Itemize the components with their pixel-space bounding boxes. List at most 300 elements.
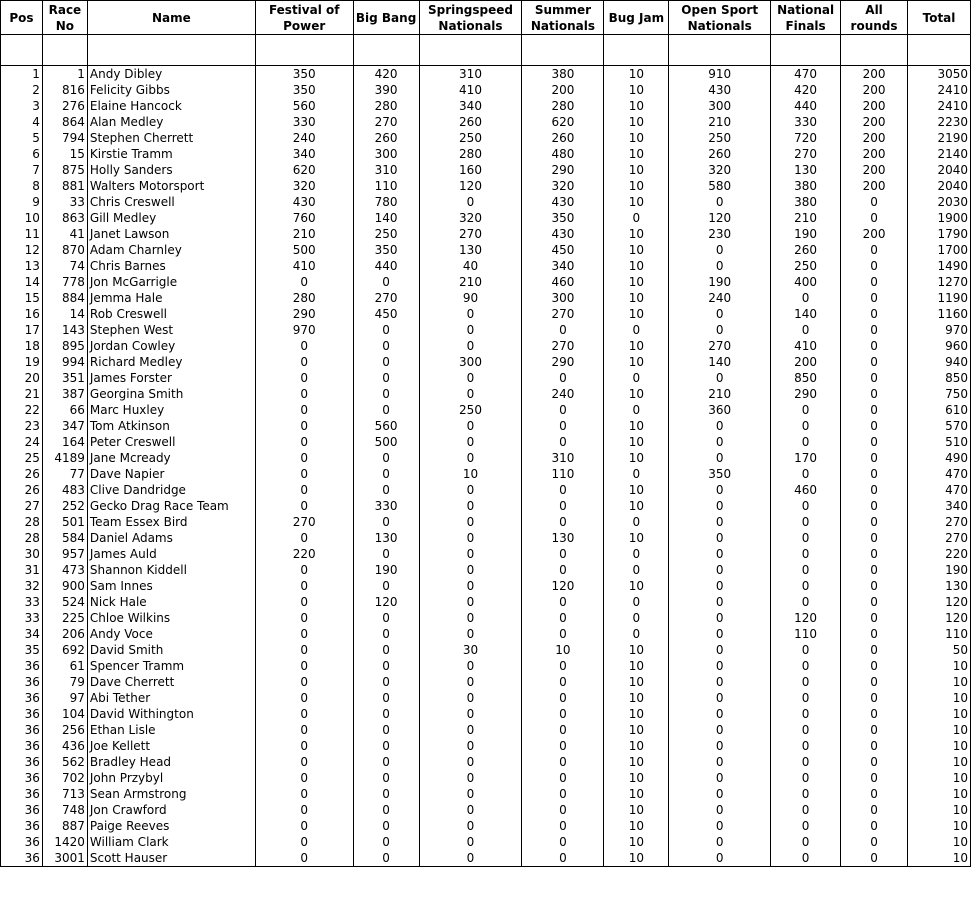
total-cell: 2410 bbox=[908, 82, 971, 98]
pos-cell: 32 bbox=[1, 578, 43, 594]
big-bang-cell: 0 bbox=[353, 674, 419, 690]
festival-of-power-cell: 0 bbox=[255, 594, 353, 610]
springspeed-nationals-cell: 0 bbox=[419, 722, 522, 738]
race-no-cell: 347 bbox=[42, 418, 87, 434]
summer-nationals-cell: 270 bbox=[522, 306, 604, 322]
springspeed-nationals-cell: 0 bbox=[419, 370, 522, 386]
big-bang-cell: 270 bbox=[353, 290, 419, 306]
national-finals-cell: 0 bbox=[771, 850, 841, 867]
big-bang-cell: 260 bbox=[353, 130, 419, 146]
big-bang-cell: 0 bbox=[353, 834, 419, 850]
big-bang-cell: 0 bbox=[353, 690, 419, 706]
national-finals-cell: 380 bbox=[771, 194, 841, 210]
open-sport-nationals-cell: 0 bbox=[669, 450, 771, 466]
bug-jam-cell: 10 bbox=[604, 98, 669, 114]
bug-jam-cell: 10 bbox=[604, 738, 669, 754]
name-cell: Elaine Hancock bbox=[87, 98, 255, 114]
table-row bbox=[1, 850, 971, 867]
total-cell: 610 bbox=[908, 402, 971, 418]
springspeed-nationals-cell: 0 bbox=[419, 738, 522, 754]
springspeed-nationals-cell: 0 bbox=[419, 498, 522, 514]
national-finals-cell: 400 bbox=[771, 274, 841, 290]
springspeed-nationals-cell: 0 bbox=[419, 818, 522, 834]
total-cell: 340 bbox=[908, 498, 971, 514]
all-rounds-cell: 0 bbox=[841, 530, 908, 546]
open-sport-nationals-cell: 0 bbox=[669, 562, 771, 578]
race-no-cell: 584 bbox=[42, 530, 87, 546]
all-rounds-cell: 0 bbox=[841, 802, 908, 818]
race-no-cell: 957 bbox=[42, 546, 87, 562]
big-bang-cell: 350 bbox=[353, 242, 419, 258]
springspeed-nationals-cell: 0 bbox=[419, 482, 522, 498]
open-sport-nationals-cell: 0 bbox=[669, 530, 771, 546]
open-sport-nationals-cell: 0 bbox=[669, 850, 771, 867]
summer-nationals-cell: 0 bbox=[522, 322, 604, 338]
springspeed-nationals-cell: 0 bbox=[419, 306, 522, 322]
summer-nationals-cell: 240 bbox=[522, 386, 604, 402]
pos-cell: 33 bbox=[1, 594, 43, 610]
open-sport-nationals-cell: 0 bbox=[669, 194, 771, 210]
big-bang-cell: 0 bbox=[353, 274, 419, 290]
bug-jam-cell: 10 bbox=[604, 146, 669, 162]
name-cell: Alan Medley bbox=[87, 114, 255, 130]
bug-jam-cell: 10 bbox=[604, 354, 669, 370]
race-no-cell: 1 bbox=[42, 66, 87, 83]
open-sport-nationals-cell: 210 bbox=[669, 386, 771, 402]
summer-nationals-cell: 260 bbox=[522, 130, 604, 146]
bug-jam-cell: 10 bbox=[604, 434, 669, 450]
table-row bbox=[1, 530, 971, 546]
total-cell: 190 bbox=[908, 562, 971, 578]
national-finals-cell: 190 bbox=[771, 226, 841, 242]
springspeed-nationals-cell: 0 bbox=[419, 338, 522, 354]
national-finals-cell: 850 bbox=[771, 370, 841, 386]
total-cell: 1900 bbox=[908, 210, 971, 226]
festival-of-power-cell: 560 bbox=[255, 98, 353, 114]
header-all-rounds: All rounds bbox=[841, 1, 908, 35]
bug-jam-cell: 10 bbox=[604, 850, 669, 867]
name-cell: Abi Tether bbox=[87, 690, 255, 706]
total-cell: 2190 bbox=[908, 130, 971, 146]
total-cell: 10 bbox=[908, 738, 971, 754]
bug-jam-cell: 0 bbox=[604, 562, 669, 578]
all-rounds-cell: 0 bbox=[841, 258, 908, 274]
total-cell: 470 bbox=[908, 466, 971, 482]
table-row bbox=[1, 402, 971, 418]
name-cell: Marc Huxley bbox=[87, 402, 255, 418]
pos-cell: 30 bbox=[1, 546, 43, 562]
name-cell: Chris Barnes bbox=[87, 258, 255, 274]
national-finals-cell: 0 bbox=[771, 322, 841, 338]
open-sport-nationals-cell: 0 bbox=[669, 322, 771, 338]
springspeed-nationals-cell: 250 bbox=[419, 130, 522, 146]
bug-jam-cell: 10 bbox=[604, 674, 669, 690]
festival-of-power-cell: 0 bbox=[255, 818, 353, 834]
pos-cell: 6 bbox=[1, 146, 43, 162]
summer-nationals-cell: 0 bbox=[522, 738, 604, 754]
pos-cell: 15 bbox=[1, 290, 43, 306]
summer-nationals-cell: 110 bbox=[522, 466, 604, 482]
all-rounds-cell: 0 bbox=[841, 578, 908, 594]
race-no-cell: 778 bbox=[42, 274, 87, 290]
summer-nationals-cell: 620 bbox=[522, 114, 604, 130]
race-no-cell: 4189 bbox=[42, 450, 87, 466]
table-row bbox=[1, 322, 971, 338]
national-finals-cell: 0 bbox=[771, 754, 841, 770]
summer-nationals-cell: 350 bbox=[522, 210, 604, 226]
table-row bbox=[1, 658, 971, 674]
table-row bbox=[1, 754, 971, 770]
all-rounds-cell: 0 bbox=[841, 738, 908, 754]
open-sport-nationals-cell: 0 bbox=[669, 690, 771, 706]
total-cell: 10 bbox=[908, 674, 971, 690]
total-cell: 2040 bbox=[908, 162, 971, 178]
festival-of-power-cell: 0 bbox=[255, 386, 353, 402]
total-cell: 1160 bbox=[908, 306, 971, 322]
big-bang-cell: 780 bbox=[353, 194, 419, 210]
springspeed-nationals-cell: 320 bbox=[419, 210, 522, 226]
open-sport-nationals-cell: 140 bbox=[669, 354, 771, 370]
name-cell: Sam Innes bbox=[87, 578, 255, 594]
springspeed-nationals-cell: 0 bbox=[419, 690, 522, 706]
springspeed-nationals-cell: 0 bbox=[419, 786, 522, 802]
all-rounds-cell: 200 bbox=[841, 114, 908, 130]
header-pos: Pos bbox=[1, 1, 43, 35]
big-bang-cell: 0 bbox=[353, 658, 419, 674]
bug-jam-cell: 0 bbox=[604, 546, 669, 562]
national-finals-cell: 0 bbox=[771, 818, 841, 834]
big-bang-cell: 0 bbox=[353, 626, 419, 642]
race-no-cell: 252 bbox=[42, 498, 87, 514]
total-cell: 10 bbox=[908, 802, 971, 818]
race-no-cell: 104 bbox=[42, 706, 87, 722]
total-cell: 1790 bbox=[908, 226, 971, 242]
springspeed-nationals-cell: 90 bbox=[419, 290, 522, 306]
big-bang-cell: 330 bbox=[353, 498, 419, 514]
national-finals-cell: 120 bbox=[771, 610, 841, 626]
race-no-cell: 692 bbox=[42, 642, 87, 658]
national-finals-cell: 0 bbox=[771, 706, 841, 722]
festival-of-power-cell: 270 bbox=[255, 514, 353, 530]
name-cell: Gill Medley bbox=[87, 210, 255, 226]
name-cell: Spencer Tramm bbox=[87, 658, 255, 674]
summer-nationals-cell: 0 bbox=[522, 690, 604, 706]
national-finals-cell: 0 bbox=[771, 578, 841, 594]
name-cell: David Withington bbox=[87, 706, 255, 722]
table-row bbox=[1, 594, 971, 610]
all-rounds-cell: 0 bbox=[841, 482, 908, 498]
national-finals-cell: 330 bbox=[771, 114, 841, 130]
name-cell: Holly Sanders bbox=[87, 162, 255, 178]
bug-jam-cell: 0 bbox=[604, 466, 669, 482]
all-rounds-cell: 0 bbox=[841, 642, 908, 658]
national-finals-cell: 0 bbox=[771, 498, 841, 514]
summer-nationals-cell: 0 bbox=[522, 850, 604, 867]
open-sport-nationals-cell: 0 bbox=[669, 658, 771, 674]
bug-jam-cell: 10 bbox=[604, 418, 669, 434]
name-cell: Chloe Wilkins bbox=[87, 610, 255, 626]
national-finals-cell: 130 bbox=[771, 162, 841, 178]
springspeed-nationals-cell: 30 bbox=[419, 642, 522, 658]
national-finals-cell: 0 bbox=[771, 418, 841, 434]
big-bang-cell: 0 bbox=[353, 722, 419, 738]
springspeed-nationals-cell: 310 bbox=[419, 66, 522, 83]
springspeed-nationals-cell: 0 bbox=[419, 578, 522, 594]
table-row bbox=[1, 674, 971, 690]
open-sport-nationals-cell: 0 bbox=[669, 818, 771, 834]
summer-nationals-cell: 450 bbox=[522, 242, 604, 258]
all-rounds-cell: 0 bbox=[841, 706, 908, 722]
pos-cell: 14 bbox=[1, 274, 43, 290]
name-cell: Clive Dandridge bbox=[87, 482, 255, 498]
summer-nationals-cell: 430 bbox=[522, 194, 604, 210]
total-cell: 470 bbox=[908, 482, 971, 498]
race-no-cell: 74 bbox=[42, 258, 87, 274]
festival-of-power-cell: 620 bbox=[255, 162, 353, 178]
summer-nationals-cell: 290 bbox=[522, 162, 604, 178]
table-row bbox=[1, 738, 971, 754]
summer-nationals-cell: 0 bbox=[522, 802, 604, 818]
open-sport-nationals-cell: 0 bbox=[669, 706, 771, 722]
all-rounds-cell: 0 bbox=[841, 690, 908, 706]
bug-jam-cell: 0 bbox=[604, 322, 669, 338]
table-row bbox=[1, 578, 971, 594]
all-rounds-cell: 0 bbox=[841, 402, 908, 418]
total-cell: 270 bbox=[908, 514, 971, 530]
springspeed-nationals-cell: 0 bbox=[419, 418, 522, 434]
summer-nationals-cell: 0 bbox=[522, 546, 604, 562]
festival-of-power-cell: 0 bbox=[255, 610, 353, 626]
festival-of-power-cell: 430 bbox=[255, 194, 353, 210]
festival-of-power-cell: 0 bbox=[255, 738, 353, 754]
header-name: Name bbox=[87, 1, 255, 35]
national-finals-cell: 200 bbox=[771, 354, 841, 370]
pos-cell: 36 bbox=[1, 690, 43, 706]
all-rounds-cell: 0 bbox=[841, 674, 908, 690]
name-cell: William Clark bbox=[87, 834, 255, 850]
total-cell: 970 bbox=[908, 322, 971, 338]
total-cell: 270 bbox=[908, 530, 971, 546]
springspeed-nationals-cell: 0 bbox=[419, 546, 522, 562]
festival-of-power-cell: 0 bbox=[255, 754, 353, 770]
bug-jam-cell: 0 bbox=[604, 402, 669, 418]
springspeed-nationals-cell: 0 bbox=[419, 610, 522, 626]
bug-jam-cell: 10 bbox=[604, 178, 669, 194]
bug-jam-cell: 10 bbox=[604, 802, 669, 818]
springspeed-nationals-cell: 160 bbox=[419, 162, 522, 178]
race-no-cell: 994 bbox=[42, 354, 87, 370]
national-finals-cell: 260 bbox=[771, 242, 841, 258]
name-cell: Adam Charnley bbox=[87, 242, 255, 258]
race-no-cell: 881 bbox=[42, 178, 87, 194]
summer-nationals-cell: 340 bbox=[522, 258, 604, 274]
national-finals-cell: 0 bbox=[771, 434, 841, 450]
all-rounds-cell: 0 bbox=[841, 386, 908, 402]
all-rounds-cell: 0 bbox=[841, 450, 908, 466]
name-cell: Tom Atkinson bbox=[87, 418, 255, 434]
table-row bbox=[1, 770, 971, 786]
bug-jam-cell: 10 bbox=[604, 290, 669, 306]
pos-cell: 3 bbox=[1, 98, 43, 114]
all-rounds-cell: 200 bbox=[841, 130, 908, 146]
festival-of-power-cell: 350 bbox=[255, 66, 353, 83]
national-finals-cell: 0 bbox=[771, 290, 841, 306]
festival-of-power-cell: 760 bbox=[255, 210, 353, 226]
big-bang-cell: 0 bbox=[353, 370, 419, 386]
race-no-cell: 887 bbox=[42, 818, 87, 834]
open-sport-nationals-cell: 0 bbox=[669, 418, 771, 434]
big-bang-cell: 0 bbox=[353, 402, 419, 418]
pos-cell: 33 bbox=[1, 610, 43, 626]
open-sport-nationals-cell: 0 bbox=[669, 754, 771, 770]
all-rounds-cell: 0 bbox=[841, 418, 908, 434]
big-bang-cell: 440 bbox=[353, 258, 419, 274]
summer-nationals-cell: 270 bbox=[522, 338, 604, 354]
springspeed-nationals-cell: 0 bbox=[419, 386, 522, 402]
all-rounds-cell: 0 bbox=[841, 626, 908, 642]
race-no-cell: 895 bbox=[42, 338, 87, 354]
open-sport-nationals-cell: 240 bbox=[669, 290, 771, 306]
total-cell: 1270 bbox=[908, 274, 971, 290]
national-finals-cell: 440 bbox=[771, 98, 841, 114]
name-cell: Jemma Hale bbox=[87, 290, 255, 306]
springspeed-nationals-cell: 0 bbox=[419, 706, 522, 722]
header-national-finals: National Finals bbox=[771, 1, 841, 35]
springspeed-nationals-cell: 0 bbox=[419, 434, 522, 450]
open-sport-nationals-cell: 0 bbox=[669, 834, 771, 850]
national-finals-cell: 460 bbox=[771, 482, 841, 498]
bug-jam-cell: 10 bbox=[604, 162, 669, 178]
festival-of-power-cell: 0 bbox=[255, 418, 353, 434]
bug-jam-cell: 0 bbox=[604, 514, 669, 530]
bug-jam-cell: 10 bbox=[604, 578, 669, 594]
race-no-cell: 816 bbox=[42, 82, 87, 98]
name-cell: Chris Creswell bbox=[87, 194, 255, 210]
summer-nationals-cell: 0 bbox=[522, 834, 604, 850]
national-finals-cell: 290 bbox=[771, 386, 841, 402]
name-cell: Andy Dibley bbox=[87, 66, 255, 83]
summer-nationals-cell: 0 bbox=[522, 770, 604, 786]
total-cell: 2230 bbox=[908, 114, 971, 130]
table-row bbox=[1, 66, 971, 83]
open-sport-nationals-cell: 0 bbox=[669, 242, 771, 258]
spacer-row bbox=[1, 50, 971, 66]
summer-nationals-cell: 130 bbox=[522, 530, 604, 546]
summer-nationals-cell: 0 bbox=[522, 434, 604, 450]
total-cell: 850 bbox=[908, 370, 971, 386]
big-bang-cell: 0 bbox=[353, 786, 419, 802]
festival-of-power-cell: 220 bbox=[255, 546, 353, 562]
total-cell: 10 bbox=[908, 754, 971, 770]
all-rounds-cell: 0 bbox=[841, 210, 908, 226]
total-cell: 940 bbox=[908, 354, 971, 370]
big-bang-cell: 280 bbox=[353, 98, 419, 114]
springspeed-nationals-cell: 0 bbox=[419, 594, 522, 610]
race-no-cell: 900 bbox=[42, 578, 87, 594]
total-cell: 570 bbox=[908, 418, 971, 434]
summer-nationals-cell: 320 bbox=[522, 178, 604, 194]
big-bang-cell: 0 bbox=[353, 642, 419, 658]
pos-cell: 36 bbox=[1, 786, 43, 802]
big-bang-cell: 0 bbox=[353, 578, 419, 594]
name-cell: Jane Mcready bbox=[87, 450, 255, 466]
springspeed-nationals-cell: 250 bbox=[419, 402, 522, 418]
all-rounds-cell: 200 bbox=[841, 146, 908, 162]
total-cell: 220 bbox=[908, 546, 971, 562]
pos-cell: 4 bbox=[1, 114, 43, 130]
total-cell: 2030 bbox=[908, 194, 971, 210]
name-cell: John Przybyl bbox=[87, 770, 255, 786]
name-cell: Felicity Gibbs bbox=[87, 82, 255, 98]
header-springspeed-nationals: Springspeed Nationals bbox=[419, 1, 522, 35]
big-bang-cell: 0 bbox=[353, 514, 419, 530]
all-rounds-cell: 0 bbox=[841, 194, 908, 210]
all-rounds-cell: 0 bbox=[841, 514, 908, 530]
race-no-cell: 77 bbox=[42, 466, 87, 482]
name-cell: Jordan Cowley bbox=[87, 338, 255, 354]
summer-nationals-cell: 0 bbox=[522, 562, 604, 578]
bug-jam-cell: 10 bbox=[604, 386, 669, 402]
name-cell: Daniel Adams bbox=[87, 530, 255, 546]
big-bang-cell: 0 bbox=[353, 322, 419, 338]
big-bang-cell: 0 bbox=[353, 338, 419, 354]
table-row bbox=[1, 610, 971, 626]
table-row bbox=[1, 242, 971, 258]
all-rounds-cell: 0 bbox=[841, 818, 908, 834]
open-sport-nationals-cell: 0 bbox=[669, 434, 771, 450]
race-no-cell: 97 bbox=[42, 690, 87, 706]
race-no-cell: 225 bbox=[42, 610, 87, 626]
pos-cell: 12 bbox=[1, 242, 43, 258]
national-finals-cell: 210 bbox=[771, 210, 841, 226]
festival-of-power-cell: 0 bbox=[255, 402, 353, 418]
bug-jam-cell: 10 bbox=[604, 498, 669, 514]
springspeed-nationals-cell: 210 bbox=[419, 274, 522, 290]
table-row bbox=[1, 514, 971, 530]
race-no-cell: 794 bbox=[42, 130, 87, 146]
big-bang-cell: 130 bbox=[353, 530, 419, 546]
national-finals-cell: 0 bbox=[771, 562, 841, 578]
national-finals-cell: 0 bbox=[771, 722, 841, 738]
festival-of-power-cell: 0 bbox=[255, 434, 353, 450]
race-no-cell: 562 bbox=[42, 754, 87, 770]
big-bang-cell: 0 bbox=[353, 354, 419, 370]
big-bang-cell: 250 bbox=[353, 226, 419, 242]
header-bug-jam: Bug Jam bbox=[604, 1, 669, 35]
all-rounds-cell: 0 bbox=[841, 434, 908, 450]
name-cell: Scott Hauser bbox=[87, 850, 255, 867]
national-finals-cell: 0 bbox=[771, 658, 841, 674]
name-cell: Shannon Kiddell bbox=[87, 562, 255, 578]
name-cell: Paige Reeves bbox=[87, 818, 255, 834]
table-row bbox=[1, 818, 971, 834]
big-bang-cell: 0 bbox=[353, 770, 419, 786]
big-bang-cell: 0 bbox=[353, 850, 419, 867]
pos-cell: 26 bbox=[1, 466, 43, 482]
table-row bbox=[1, 626, 971, 642]
festival-of-power-cell: 0 bbox=[255, 450, 353, 466]
all-rounds-cell: 0 bbox=[841, 354, 908, 370]
table-row bbox=[1, 194, 971, 210]
national-finals-cell: 0 bbox=[771, 530, 841, 546]
summer-nationals-cell: 200 bbox=[522, 82, 604, 98]
big-bang-cell: 0 bbox=[353, 482, 419, 498]
all-rounds-cell: 0 bbox=[841, 306, 908, 322]
summer-nationals-cell: 380 bbox=[522, 66, 604, 83]
open-sport-nationals-cell: 0 bbox=[669, 546, 771, 562]
festival-of-power-cell: 0 bbox=[255, 770, 353, 786]
race-no-cell: 79 bbox=[42, 674, 87, 690]
